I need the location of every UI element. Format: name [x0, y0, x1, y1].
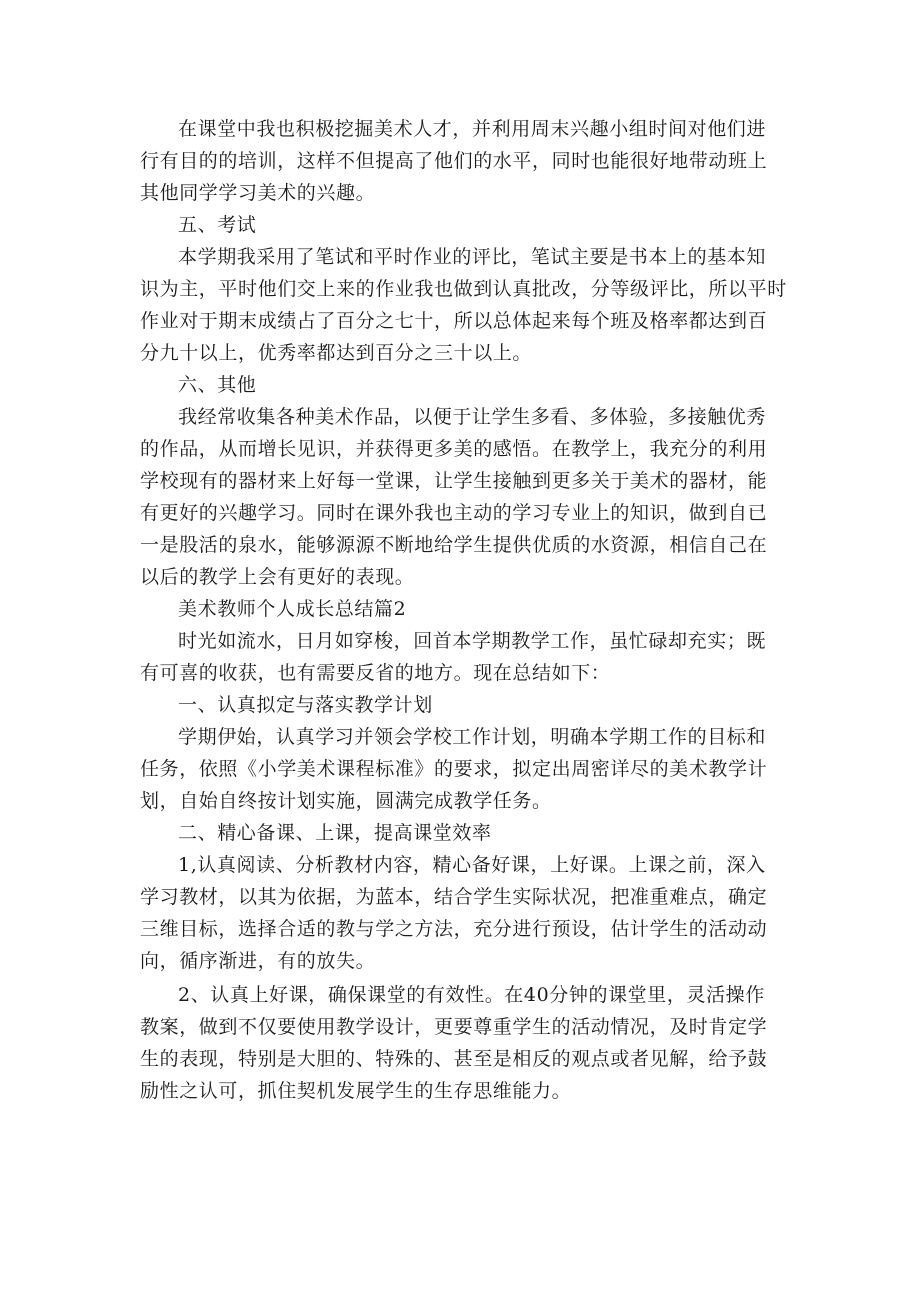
section-heading-plan: 一、认真拟定与落实教学计划	[178, 694, 433, 716]
text-line: 行有目的的培训，这样不但提高了他们的水平，同时也能很好地带动班上	[140, 150, 768, 172]
text-line: 其他同学学习美术的兴趣。	[140, 182, 376, 204]
text-line: 时光如流水，日月如穿梭，回首本学期教学工作，虽忙碌却充实；既	[178, 630, 767, 652]
text-line: 一是股活的泉水，能够源源不断地给学生提供优质的水资源，相信自己在	[140, 534, 768, 556]
text-line: 学习教材，以其为依据，为蓝本，结合学生实际状况，把准重难点，确定	[140, 886, 768, 908]
paragraph-talent-cultivation	[140, 113, 788, 209]
text-line: 2、认真上好课，确保课堂的有效性。在40分钟的课堂里，灵活操作	[178, 984, 765, 1006]
text-line: 励性之认可，抓住契机发展学生的生存思维能力。	[140, 1080, 572, 1102]
text-line: 有可喜的收获，也有需要反省的地方。现在总结如下：	[140, 662, 611, 684]
paragraph-exam	[140, 241, 788, 369]
text-line: 三维目标，选择合适的教与学之方法，充分进行预设，估计学生的活动动	[140, 918, 768, 940]
paragraph-plan	[140, 721, 788, 817]
section-heading-other: 六、其他	[178, 374, 257, 396]
paragraph-lesson-delivery	[140, 979, 788, 1107]
paragraph-other	[140, 401, 788, 593]
text-line: 学期伊始，认真学习并领会学校工作计划，明确本学期工作的目标和	[178, 726, 767, 748]
section-heading-exam: 五、考试	[178, 214, 257, 236]
document-body	[140, 113, 788, 1107]
text-line: 向，循序渐进，有的放失。	[140, 950, 376, 972]
text-line: 划，自始自终按计划实施，圆满完成教学任务。	[140, 790, 552, 812]
text-line: 的作品，从而增长见识，并获得更多美的感悟。在教学上，我充分的利用	[140, 438, 768, 460]
text-line: 识为主，平时他们交上来的作业我也做到认真批改，分等级评比，所以平时	[140, 278, 787, 300]
text-line: 1,认真阅读、分析教材内容，精心备好课，上好课。上课之前，深入	[178, 854, 766, 876]
section-heading-lessons: 二、精心备课、上课，提高课堂效率	[178, 822, 492, 844]
paragraph-intro	[140, 625, 788, 689]
text-line: 在课堂中我也积极挖掘美术人才，并利用周末兴趣小组时间对他们进	[178, 118, 767, 140]
text-line: 以后的教学上会有更好的表现。	[140, 566, 415, 588]
text-line: 教案，做到不仅要使用教学设计，更要尊重学生的活动情况，及时肯定学	[140, 1016, 768, 1038]
paragraph-lesson-prep	[140, 849, 788, 977]
text-line: 我经常收集各种美术作品，以便于让学生多看、多体验，多接触优秀	[178, 406, 767, 428]
text-line: 有更好的兴趣学习。同时在课外我也主动的学习专业上的知识，做到自已	[140, 502, 768, 524]
text-line: 生的表现，特别是大胆的、特殊的、甚至是相反的观点或者见解，给予鼓	[140, 1048, 768, 1070]
text-line: 任务，依照《小学美术课程标准》的要求，拟定出周密详尽的美术教学计	[140, 758, 768, 780]
text-line: 作业对于期末成绩占了百分之七十，所以总体起来每个班及格率都达到百	[140, 310, 768, 332]
text-line: 学校现有的器材来上好每一堂课，让学生接触到更多关于美术的器材，能	[140, 470, 768, 492]
text-line: 分九十以上，优秀率都达到百分之三十以上。	[140, 342, 533, 364]
text-line: 本学期我采用了笔试和平时作业的评比，笔试主要是书本上的基本知	[178, 246, 767, 268]
article-title: 美术教师个人成长总结篇2	[178, 598, 407, 620]
